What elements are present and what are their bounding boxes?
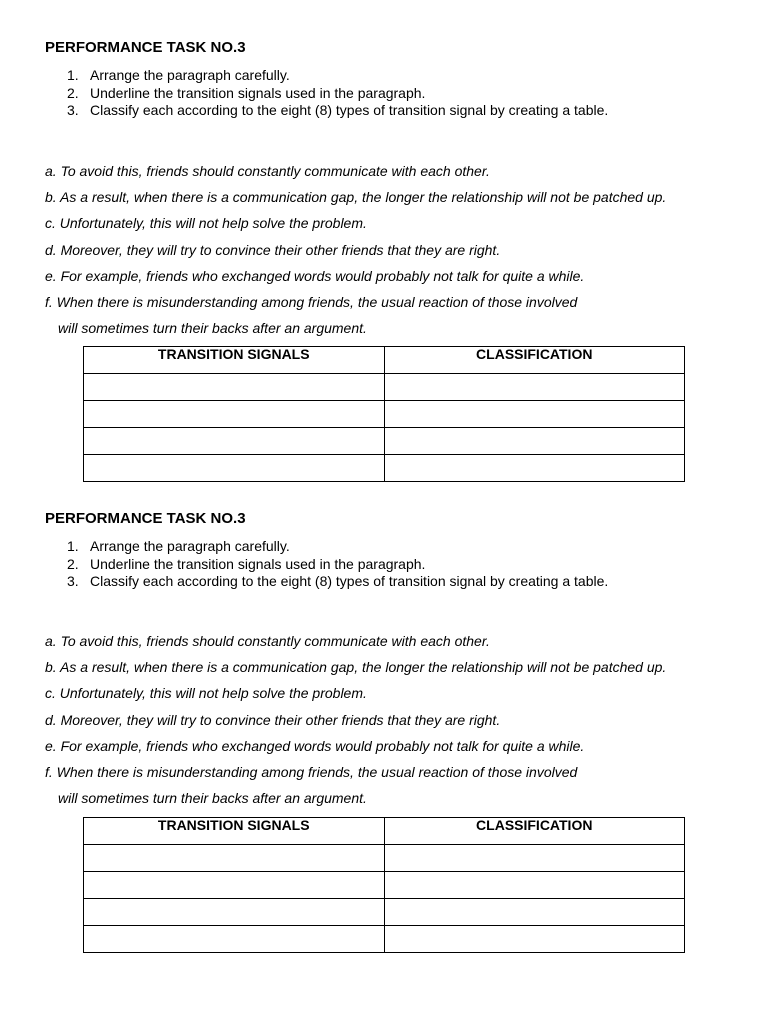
sentence-d: d. Moreover, they will try to convince their other friends that they are right. [45,241,501,258]
instruction-item [45,573,608,591]
table-cell[interactable] [384,374,685,401]
sentence-f: f. When there is misunderstanding among friends, the usual reaction of those involved [45,763,578,780]
table-cell[interactable] [84,428,385,455]
table-cell[interactable] [84,926,385,953]
table-cell[interactable] [384,845,685,872]
instruction-list [45,67,608,120]
table-row [84,455,685,482]
instruction-text: Underline the transition signals used in the paragraph. [90,555,426,572]
sentence-c: c. Unfortunately, this will not help solve the problem. [45,215,367,232]
transition-signals-table [83,817,685,953]
table-row [84,374,685,401]
table-cell[interactable] [84,374,385,401]
sentence-e: e. For example, friends who exchanged words would probably not talk for quite a while. [45,267,585,284]
instruction-number: 2. [67,555,79,572]
table-row [84,899,685,926]
table-cell[interactable] [84,845,385,872]
header-transition-signals: TRANSITION SIGNALS [84,347,385,374]
table-cell[interactable] [84,455,385,482]
sentence-a: a. To avoid this, friends should constantly communicate with each other. [45,633,490,649]
sentence-b: b. As a result, when there is a communication gap, the longer the relationship will not be patched up. [45,659,667,676]
table-cell[interactable] [84,401,385,428]
sentence-e: e. For example, friends who exchanged words would probably not talk for quite a while. [45,737,585,754]
instruction-item [45,67,608,85]
table-row [84,428,685,455]
task-title: PERFORMANCE TASK NO.3 [45,39,246,56]
sentence-c: c. Unfortunately, this will not help solve the problem. [45,685,367,702]
task-title: PERFORMANCE TASK NO.3 [45,510,246,527]
instruction-list [45,538,608,591]
instruction-text: Classify each according to the eight (8) types of transition signal by creating a table. [90,102,609,118]
instruction-item [45,556,608,574]
instruction-item [45,102,608,120]
instruction-item [45,85,608,103]
instruction-number: 1. [67,538,79,554]
table-row [84,926,685,953]
instruction-text: Classify each according to the eight (8) types of transition signal by creating a table. [90,573,609,589]
header-classification: CLASSIFICATION [384,818,685,845]
table-cell[interactable] [84,872,385,899]
table-cell[interactable] [384,872,685,899]
sentence-a: a. To avoid this, friends should constantly communicate with each other. [45,163,490,179]
table-row [84,845,685,872]
table-cell[interactable] [384,926,685,953]
header-classification: CLASSIFICATION [384,347,685,374]
sentence-b: b. As a result, when there is a communication gap, the longer the relationship will not be patched up. [45,189,667,206]
instruction-text: Arrange the paragraph carefully. [90,67,290,83]
instruction-text: Underline the transition signals used in the paragraph. [90,84,426,101]
table-header-row [84,818,685,845]
instruction-number: 3. [67,102,79,118]
sentence-f-continued: will sometimes turn their backs after an argument. [58,320,367,337]
instruction-text: Arrange the paragraph carefully. [90,538,290,554]
table-header-row [84,347,685,374]
instruction-number: 3. [67,573,79,589]
sentence-f: f. When there is misunderstanding among friends, the usual reaction of those involved [45,293,578,310]
table-row [84,401,685,428]
table-cell[interactable] [384,401,685,428]
header-transition-signals: TRANSITION SIGNALS [84,818,385,845]
instruction-item [45,538,608,556]
table-row [84,872,685,899]
table-cell[interactable] [384,455,685,482]
sentence-d: d. Moreover, they will try to convince their other friends that they are right. [45,711,501,728]
paragraph-sentences [45,632,666,815]
table-cell[interactable] [384,899,685,926]
paragraph-sentences [45,162,666,345]
instruction-number: 2. [67,84,79,101]
sentence-f-continued: will sometimes turn their backs after an argument. [58,790,367,807]
transition-signals-table [83,346,685,482]
table-cell[interactable] [84,899,385,926]
table-cell[interactable] [384,428,685,455]
instruction-number: 1. [67,67,79,83]
